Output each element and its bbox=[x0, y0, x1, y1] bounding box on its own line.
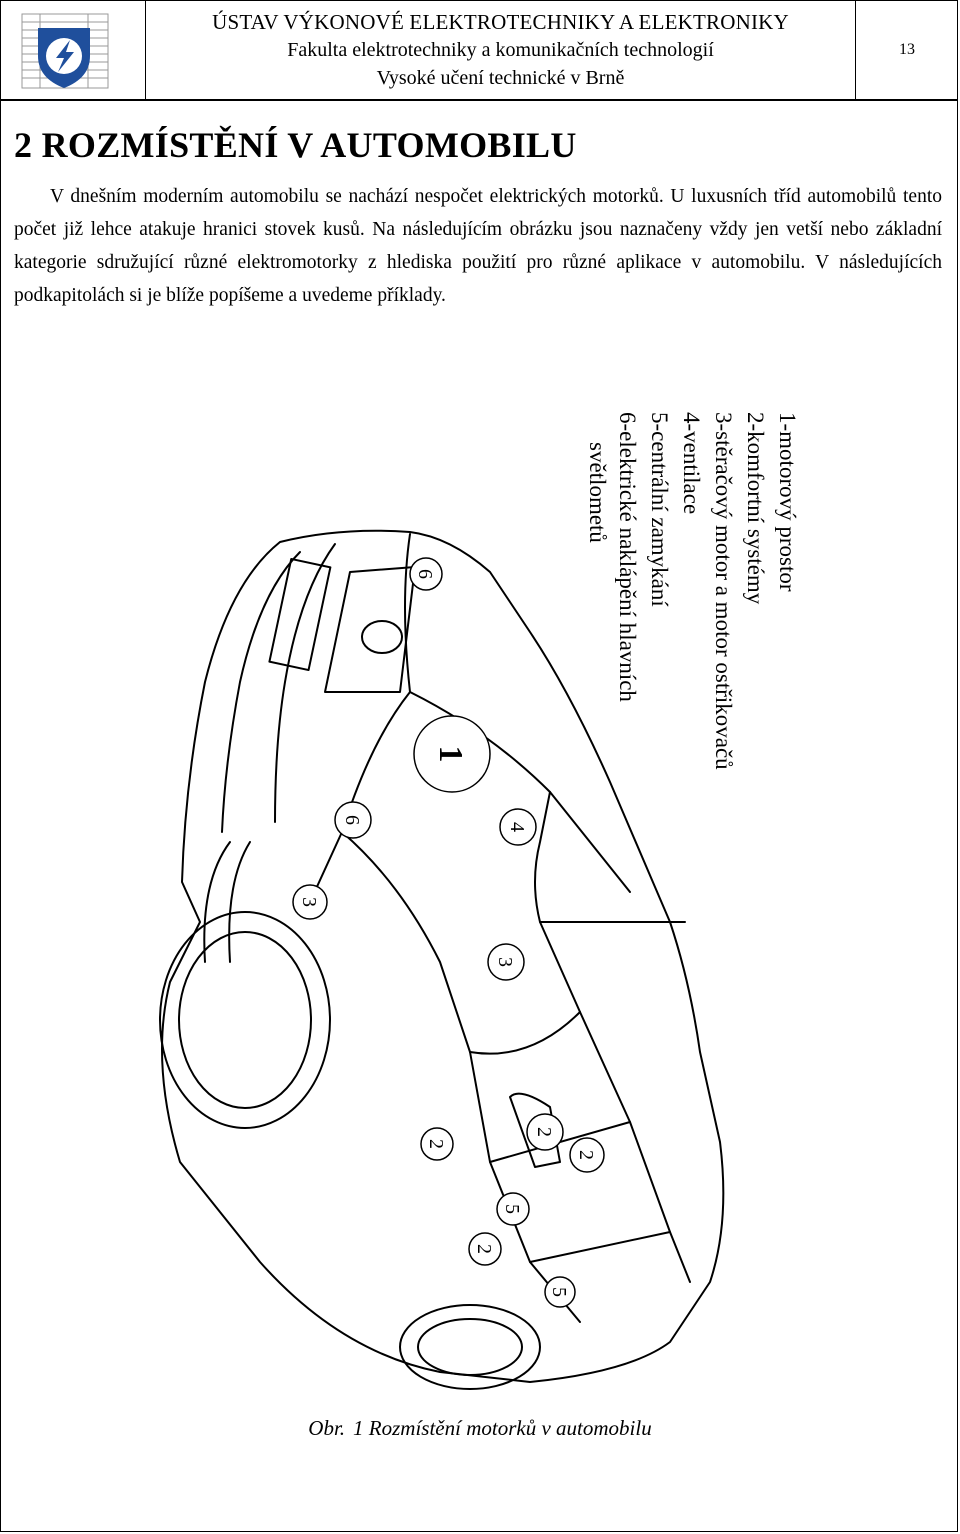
university-name: Vysoké učení technické v Brně bbox=[376, 67, 625, 89]
marker-label: 5 bbox=[548, 1287, 570, 1297]
marker-2c bbox=[570, 1138, 604, 1172]
legend-line-5: 5-centrální zamykání bbox=[647, 412, 672, 607]
legend-line-1: 1-motorový prostor bbox=[775, 412, 800, 592]
marker-2b bbox=[527, 1114, 563, 1150]
caption-text: 1 Rozmístění motorků v automobilu bbox=[353, 1416, 652, 1440]
logo-cell bbox=[0, 0, 146, 99]
institute-name: ÚSTAV VÝKONOVÉ ELEKTROTECHNIKY A ELEKTRONIKY bbox=[212, 10, 789, 34]
caption-prefix: Obr. bbox=[308, 1416, 346, 1440]
marker-label: 1 bbox=[432, 745, 469, 763]
page-number: 13 bbox=[899, 40, 915, 58]
section-title: 2 ROZMÍSTĚNÍ V AUTOMOBILU bbox=[14, 125, 577, 165]
legend-line-4: 4-ventilace bbox=[679, 412, 704, 515]
marker-3a bbox=[293, 885, 327, 919]
legend-line-6: 6-elektrické naklápění hlavních bbox=[615, 412, 640, 702]
marker-3b bbox=[488, 944, 524, 980]
page-header bbox=[0, 0, 958, 101]
marker-6a bbox=[410, 558, 442, 590]
marker-4 bbox=[500, 809, 536, 845]
legend-line-2: 2-komfortní systémy bbox=[743, 412, 768, 605]
header-titles bbox=[146, 0, 856, 99]
marker-label: 5 bbox=[501, 1204, 523, 1214]
legend-line-3: 3-stěračový motor a motor ostřikovačů bbox=[711, 412, 736, 770]
marker-label: 2 bbox=[473, 1244, 495, 1254]
marker-5a bbox=[497, 1193, 529, 1225]
marker-label: 6 bbox=[341, 815, 363, 825]
marker-label: 6 bbox=[414, 569, 436, 579]
marker-label: 3 bbox=[494, 957, 516, 967]
marker-5b bbox=[545, 1277, 575, 1307]
car-figure bbox=[110, 362, 850, 1397]
marker-label: 2 bbox=[425, 1139, 447, 1149]
marker-2a-pos bbox=[421, 1128, 453, 1160]
marker-label: 3 bbox=[298, 897, 320, 907]
body-paragraph bbox=[14, 180, 942, 312]
figure-caption bbox=[0, 1416, 960, 1441]
lightning-shield-icon bbox=[0, 0, 146, 99]
marker-2d bbox=[469, 1233, 501, 1265]
marker-label: 2 bbox=[575, 1150, 597, 1160]
marker-1 bbox=[414, 716, 490, 792]
faculty-name: Fakulta elektrotechniky a komunikačních technologií bbox=[287, 39, 714, 61]
marker-6b bbox=[335, 802, 371, 838]
legend-line-7: světlometů bbox=[585, 442, 610, 543]
marker-label: 2 bbox=[533, 1127, 555, 1137]
paragraph-text: V dnešním moderním automobilu se nachází nespočet elektrických motorků. U luxusních tříd automobilů tento počet již lehce atakuje hranici stovek kusů. Na následujícím obrázku jsou naznačeny vždy jen vetší nebo základní kategorie sdružující různé elektromotorky z hlediska použití pro různé aplikace v automobilu. V následujících podkapitolách si je blíže popíšeme a uvedeme příklady. bbox=[14, 186, 942, 306]
marker-label: 4 bbox=[506, 822, 528, 832]
